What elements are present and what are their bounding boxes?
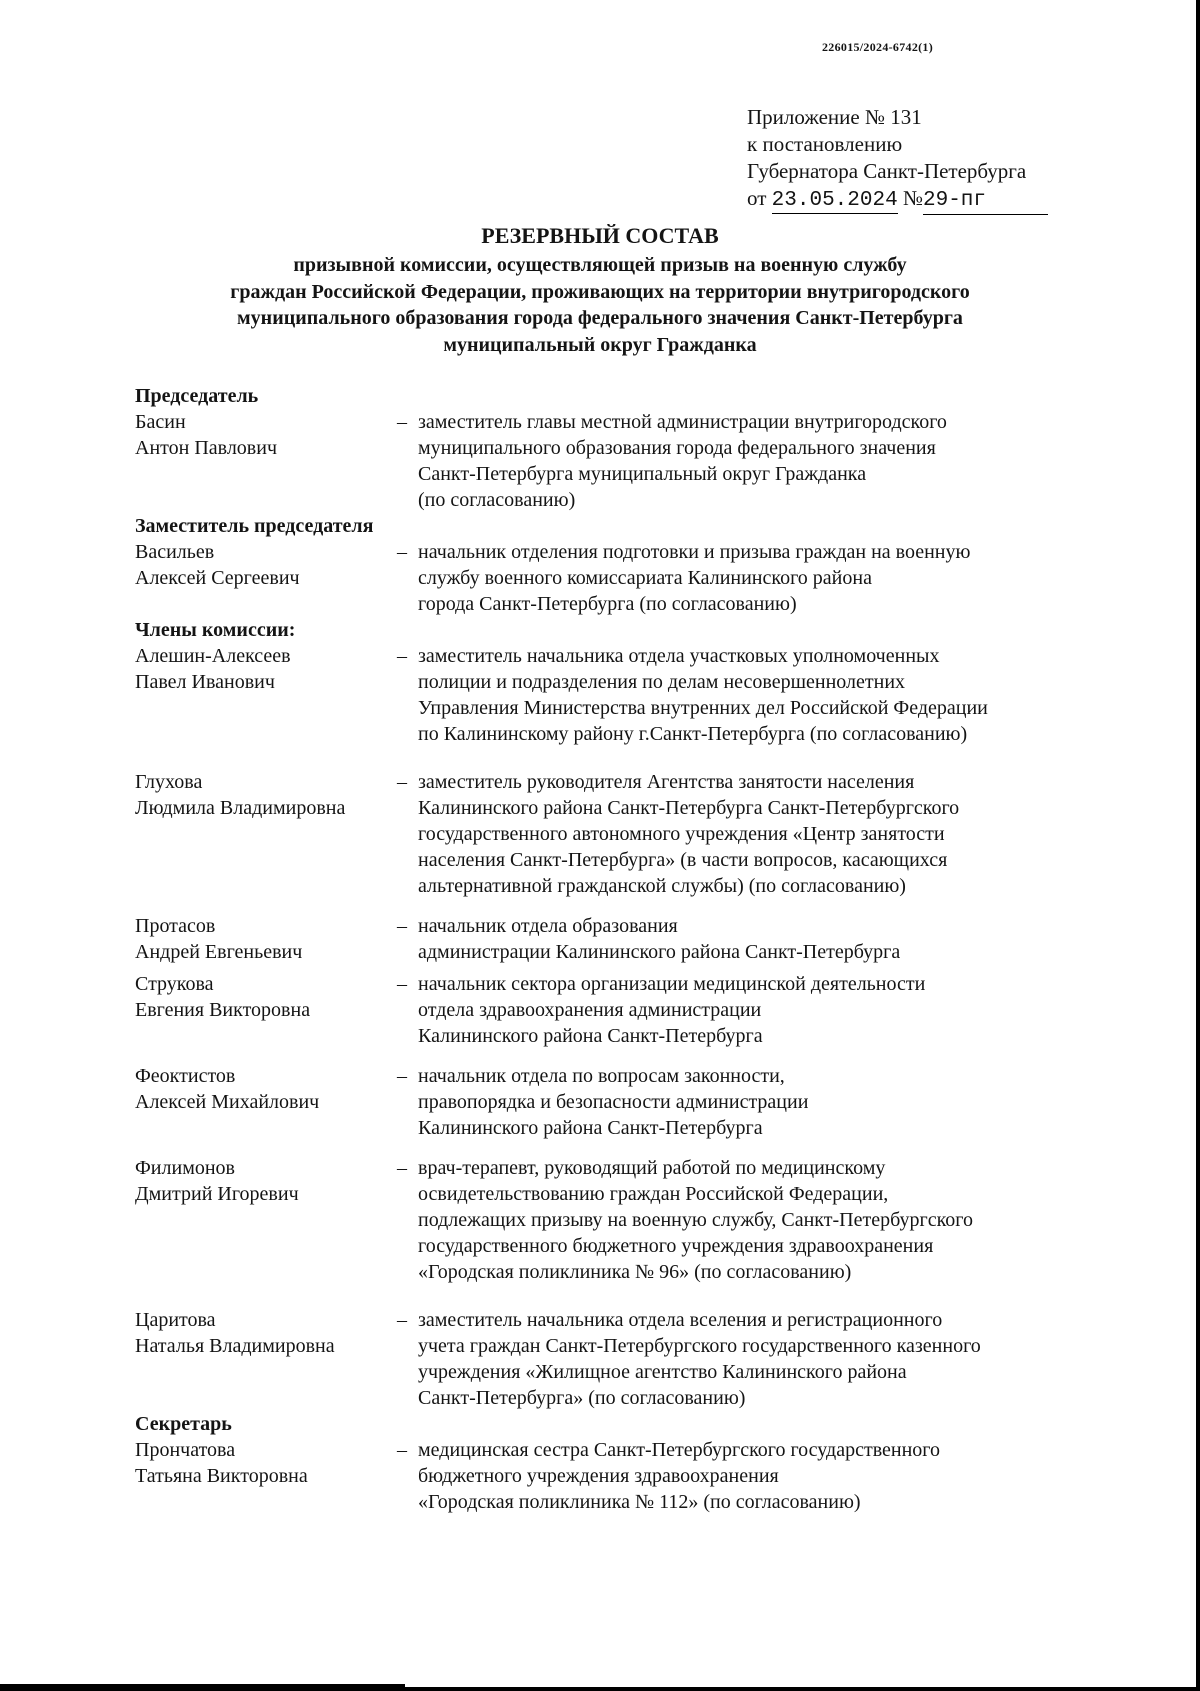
member-given-names: Людмила Владимировна [135,797,346,819]
member-surname: Басин [135,411,186,433]
dash: – [397,1309,407,1331]
position-line: Калининского района Санкт-Петербурга [418,1117,763,1139]
member-name [135,1307,397,1359]
member-surname: Струкова [135,973,214,995]
section-members: Члены комиссии: [135,619,296,641]
appendix-resolution: к постановлению [747,132,903,156]
member-name [135,913,397,965]
commission-list [135,383,1110,1515]
member-surname: Филимонов [135,1157,235,1179]
position-line: по Калининскому району г.Санкт-Петербурга (по согласованию) [418,723,968,745]
member-entry [135,1437,1110,1515]
dash: – [397,973,407,995]
position-line: начальник отделения подготовки и призыва граждан на военную [418,541,971,563]
document-title: РЕЗЕРВНЫЙ СОСТАВ [481,223,719,248]
position-line: Санкт-Петербурга» (по согласованию) [418,1387,746,1409]
position-line: начальник отдела по вопросам законности, [418,1065,785,1087]
section-chairman: Председатель [135,385,259,407]
position-line: службу военного комиссариата Калининского района [418,567,872,589]
member-surname: Прончатова [135,1439,236,1461]
position-line: заместитель начальника отдела участковых уполномоченных [418,645,940,667]
member-name [135,1063,397,1115]
member-given-names: Антон Павлович [135,437,278,459]
appendix-date: 23.05.2024 [771,189,898,212]
page-edge-bottom [0,1687,1200,1691]
appendix-block [747,104,1048,215]
position-line: Калининского района Санкт-Петербурга Санкт-Петербургского [418,797,960,819]
member-surname: Царитова [135,1309,216,1331]
appendix-number: Приложение № 131 [747,105,922,129]
member-name [135,769,397,821]
member-position [418,643,988,747]
member-surname: Алешин-Алексеев [135,645,291,667]
member-position [418,971,925,1049]
dash: – [397,771,407,793]
position-line: «Городская поликлиника № 96» (по согласованию) [418,1261,852,1283]
subtitle-line: призывной комиссии, осуществляющей призыв на военную службу [293,254,907,276]
member-surname: Васильев [135,541,215,563]
appendix-resolution-number: 29-пг [923,187,1048,215]
member-position [418,769,959,899]
dash: – [397,411,407,433]
member-name [135,539,397,591]
dash: – [397,645,407,667]
member-position [418,409,947,513]
position-line: полиции и подразделения по делам несовершеннолетних [418,671,906,693]
position-line: государственного бюджетного учреждения здравоохранения [418,1235,934,1257]
member-position [418,1063,808,1141]
position-line: учреждения «Жилищное агентство Калининского района [418,1361,907,1383]
document-id: 226015/2024-6742(1) [822,40,934,54]
position-line: заместитель главы местной администрации внутригородского [418,411,947,433]
member-position [418,539,970,617]
member-entry [135,913,1110,965]
member-entry [135,1155,1110,1285]
dash: – [397,915,407,937]
member-name [135,971,397,1023]
position-line: государственного автономного учреждения «Центр занятости [418,823,945,845]
appendix-governor: Губернатора Санкт-Петербурга [747,159,1027,183]
member-name [135,643,397,695]
member-position [418,1437,940,1515]
appendix-date-line [747,185,1048,215]
position-line: Санкт-Петербурга муниципальный округ Гражданка [418,463,867,485]
page-edge-bottom-mark [0,1684,405,1687]
dash: – [397,1065,407,1087]
dash: – [397,1157,407,1179]
position-line: муниципального образования города федерального значения [418,437,936,459]
member-entry [135,643,1110,747]
section-secretary: Секретарь [135,1413,232,1435]
member-given-names: Евгения Викторовна [135,999,311,1021]
subtitle-line: муниципальный округ Гражданка [443,333,757,356]
position-line: (по согласованию) [418,489,576,511]
member-name [135,1437,397,1489]
appendix-from-label: от [747,186,767,210]
member-entry [135,971,1110,1049]
member-name [135,1155,397,1207]
position-line: «Городская поликлиника № 112» (по согласованию) [418,1491,861,1513]
member-position [418,1307,981,1411]
position-line: отдела здравоохранения администрации [418,999,762,1021]
subtitle-line: граждан Российской Федерации, проживающих на территории внутригородского [230,280,970,303]
position-line: заместитель начальника отдела вселения и регистрационного [418,1309,943,1331]
position-line: врач-терапевт, руководящий работой по медицинскому [418,1157,886,1179]
position-line: заместитель руководителя Агентства занятости населения [418,771,915,793]
position-line: населения Санкт-Петербурга» (в части вопросов, касающихся [418,849,948,871]
subtitle-line: муниципального образования города федерального значения Санкт-Петербурга [237,307,963,329]
member-given-names: Андрей Евгеньевич [135,941,303,963]
member-entry [135,769,1110,899]
member-entry [135,1307,1110,1411]
position-line: правопорядка и безопасности администрации [418,1091,809,1113]
member-surname: Феоктистов [135,1065,236,1087]
member-position [418,913,900,965]
position-line: Калининского района Санкт-Петербурга [418,1025,763,1047]
member-given-names: Татьяна Викторовна [135,1465,308,1487]
position-line: Управления Министерства внутренних дел Российской Федерации [418,697,988,719]
member-given-names: Павел Иванович [135,671,275,693]
position-line: города Санкт-Петербурга (по согласованию) [418,593,797,615]
appendix-number-sign: № [902,186,923,210]
position-line: начальник сектора организации медицинской деятельности [418,973,926,995]
position-line: освидетельствованию граждан Российской Федерации, [418,1183,889,1205]
document-subtitle [0,252,1200,358]
member-name [135,409,397,461]
member-given-names: Дмитрий Игоревич [135,1183,299,1205]
position-line: бюджетного учреждения здравоохранения [418,1465,779,1487]
dash: – [397,541,407,563]
member-given-names: Алексей Сергеевич [135,567,300,589]
member-entry [135,409,1110,513]
section-deputy: Заместитель председателя [135,515,374,537]
member-given-names: Наталья Владимировна [135,1335,335,1357]
position-line: начальник отдела образования [418,915,678,937]
dash: – [397,1439,407,1461]
member-position [418,1155,973,1285]
position-line: администрации Калининского района Санкт-Петербурга [418,941,901,963]
member-surname: Глухова [135,771,203,793]
position-line: альтернативной гражданской службы) (по согласованию) [418,875,906,897]
member-entry [135,1063,1110,1141]
position-line: учета граждан Санкт-Петербургского государственного казенного [418,1335,981,1357]
member-entry [135,539,1110,617]
member-surname: Протасов [135,915,216,937]
position-line: медицинская сестра Санкт-Петербургского государственного [418,1439,941,1461]
member-given-names: Алексей Михайлович [135,1091,320,1113]
position-line: подлежащих призыву на военную службу, Санкт-Петербургского [418,1209,973,1231]
